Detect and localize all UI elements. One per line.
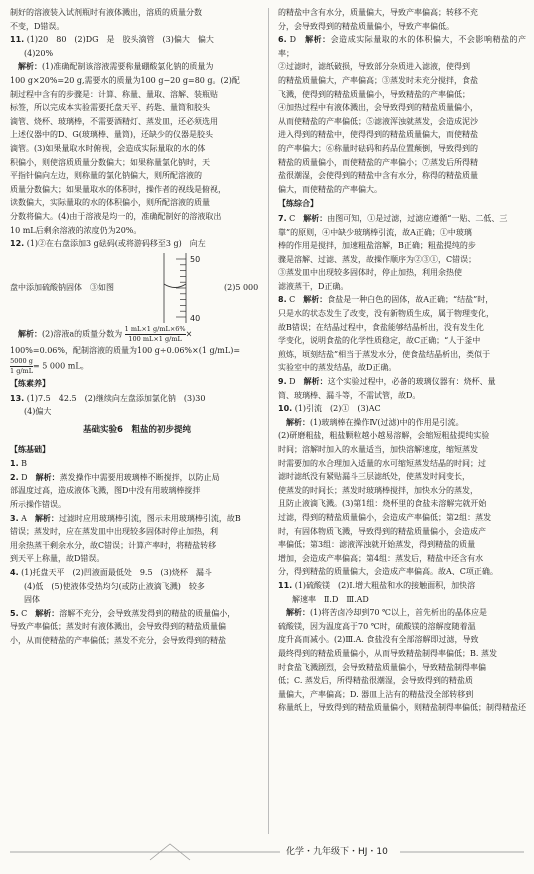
explanation-label: 解析： [35,608,60,618]
explanation-text: 这个实验过程中，必备的玻璃仪器有：烧杯、量 [327,377,496,387]
explanation-line: (2)研磨粗盐，粗盐颗粒越小越易溶解，会缩短粗盐提纯实验 [278,431,490,441]
question-1-answer [10,457,264,471]
question-number: 4. [10,568,19,577]
explanation-line: 10 mL后剩余溶液的浓度仍为20%。 [10,225,142,235]
column-divider [268,8,269,834]
explanation-line [10,60,264,74]
question-11-right-answer [278,579,526,593]
cylinder-ticks [176,259,186,317]
explanation-line: 盐很潮湿，会使得到的精盐中含有水分，称得的精盐质量 [278,171,478,181]
explanation-line: 度升高而减小。(2)Ⅲ.A. 食盐没有全部溶解即过滤，导致 [278,635,479,645]
explanation-line: 滴管、烧杯、玻璃棒，不需要酒精灯、蒸发皿，还必须选用 [10,116,218,126]
section-heading: 【练基础】 [10,444,50,454]
explanation-line [10,325,264,344]
explanation-label: 解析： [286,608,310,618]
question-7-answer [278,212,526,226]
explanation-line: 筒、玻璃棒、漏斗等，不需试管，故D。 [278,390,421,400]
question-number: 13. [10,393,25,403]
explanation-line: 上述仪器中的D、G(玻璃棒、量筒)，还缺少的仪器是胶头 [10,130,214,140]
explanation-line: 100 g×20%=20 g,需要水的质量为100 g−20 g=80 g。(2)配 [10,75,240,85]
answer-text: 固体 [24,595,40,605]
question-number: 3. [10,513,19,523]
explanation-line: 硫酸镁，因为温度高于70 ℃时，硫酸镁的溶解度随着温 [278,621,476,631]
left-column [10,6,264,648]
liquid-meniscus [164,284,186,288]
answer-text: C [289,213,296,223]
fraction [10,357,33,376]
explanation-label: 解析： [286,417,310,427]
question-number: 12. [10,239,25,249]
explanation-label: 解析： [18,62,42,72]
text-line: 的精盐中含有水分，质量偏大，导致产率偏高；转移不充 [278,8,478,17]
explanation-line: 煎炼，顷刻结盐”相当于蒸发水分，使食盐结晶析出，类似于 [278,349,491,359]
answer-text: D [21,472,28,482]
question-8-answer [278,293,526,307]
explanation-line: 小，从而使精盐的产率偏低；蒸发不充分，会导致得到的精盐 [10,635,226,645]
explanation-line: 质量分数偏大；如果量取水的体积时，操作者的视线是俯视， [10,184,226,194]
explanation-line: 进入得到的精盐中，使得得到的精盐质量偏大，而使精盐 [278,130,478,140]
explanation-line: 飞溅，使得到的精盐质量偏小，导致精盐的产率偏低； [278,89,470,99]
explanation-line: 部温度过高，造成液体飞溅，图D中没有用玻璃棒搅拌 [10,486,201,496]
cylinder-figure-row [10,251,264,325]
answer-text: D [289,35,297,45]
explanation-line: 只是水的状态发生了改变，没有新物质生成，属于物理变化， [278,309,494,319]
text-line: 不变，D错误。 [10,21,65,31]
text-line: 分，会导致得到的精盐质量偏小，导致产率偏低。 [278,21,454,31]
explanation-text: 溶解不充分，会导致蒸发得到的精盐的质量偏小， [59,608,236,618]
question-5-answer [10,607,264,621]
explanation-line: 的精盐质量偏大，产率偏高；③蒸发时未充分搅拌，食盐 [278,75,478,85]
answer-text: D [289,377,296,387]
question-10-answer [278,402,526,416]
text-line: 制好的溶液装入试剂瓶时有液体溅出，溶质的质量分数 [10,8,202,17]
explanation-line: 分数将偏大。(4)由于溶液是均一的，准确配制好的溶液取出 [10,211,222,221]
explanation-line: ③蒸发皿中出现较多固体时，停止加热，利用余热使 [278,268,462,278]
explanation-line: 用余热蒸干剩余水分，故C错误；计算产率时，将精盐转移 [10,540,217,550]
answer-text: 盘中添加硫酸钠固体 ③如图 [10,282,114,292]
question-number: 8. [278,295,287,305]
explanation-line: 低；C. 蒸发后，所得精盐很潮湿，会导致得到的精盐质 [278,676,473,686]
question-number: 1. [10,459,19,469]
explanation-line: 平指针偏向左边，则称量的氯化钠偏大，则所配溶液的 [10,171,202,181]
explanation-line: 所示操作错误。 [10,500,66,510]
answer-text: (1)7.5 42.5 (2)继续向左盘添加氯化钠 (3)30 [26,393,206,403]
explanation-line [278,416,526,430]
explanation-line: 靠”的原则，④中缺少玻璃棒引流，故A正确；①中玻璃 [278,227,472,237]
question-number: 10. [278,404,293,414]
explanation-line: 滤液蒸干，D正确。 [278,281,349,291]
explanation-text: = 5 000 mL。 [33,361,89,371]
explanation-line: 读数偏大，实际量取的水的体积偏小，则所配溶液的质量 [10,198,210,208]
question-number: 6. [278,35,287,45]
answer-text: B [21,459,28,469]
explanation-line: 且防止液滴飞溅。(3)第1组：烧杯里的食盐未溶解完就开始 [278,499,487,509]
fraction-numerator: 5000 g [10,357,33,366]
answer-text: C [21,608,28,618]
explanation-line [10,357,264,376]
question-13-answer [10,392,264,406]
explanation-line: 增加，会造成产率偏高；第4组：蒸发后，精盐中还含有水 [278,553,484,563]
explanation-text: (1)准确配制该溶液需要称量硼酸氯化钠的质量为 [42,62,214,72]
answer-text: A [21,513,27,523]
answer-text: (4)偏大 [24,407,52,417]
explanation-label: 解析： [305,35,331,45]
page-footer-label: 化学・九年级下・HJ・10 [286,847,388,857]
explanation-line: 称量纸上，导致得到的精盐质量偏小，则精盐制得率偏低；制得精盐还 [278,703,526,713]
explanation-text: × [185,329,193,339]
fraction [125,325,186,344]
explanation-label: 解析： [303,377,328,387]
explanation-text: 食盐是一种白色的固体，故A正确；“结盐”时， [327,295,494,305]
explanation-line: 故B错误；在结晶过程中，食盐能够结晶析出，没有发生化 [278,322,484,332]
explanation-line: 滤时滤纸没有紧贴漏斗三层滤纸处，使蒸发时间变长， [278,472,470,482]
fraction-numerator: 1 mL×1 g/mL×6% [124,324,186,333]
explanation-line: 从而使精盐的产率偏低；⑤滤液浑浊就蒸发，会造成泥沙 [278,116,478,126]
explanation-line: 积偏小，则使溶质质量分数偏大；如果称量氯化钠时，天 [10,157,210,167]
question-number: 11. [278,580,293,590]
explanation-line: 率偏低；第3组：滤液浑浊就开始蒸发，得到精盐的质量 [278,540,476,550]
cylinder-bottom-mark: 40 [190,313,201,323]
explanation-line: 棒的作用是搅拌，加速粗盐溶解，B正确；粗盐提纯的步 [278,241,476,251]
explanation-label: 解析： [303,213,328,223]
explanation-line: 学变化，说明食盐的化学性质稳定，故C正确；“人于釜中 [278,336,481,346]
explanation-line: 时需要加的水合理加入适量的水可缩短蒸发结晶的时间；过 [278,458,486,468]
explanation-line: 错误；蒸发时，应在蒸发皿中出现较多固体时停止加热，利 [10,527,218,537]
explanation-line: 过滤，得到的精盐质量偏小，会造成产率偏低；第2组：蒸发 [278,512,492,522]
explanation-line: 滴管。(3)如果量取水时俯视，会造成实际量取的水的体 [10,143,206,153]
answer-text: (2)5 000 [224,282,259,292]
question-3-answer [10,512,264,526]
question-6-answer [278,33,526,60]
explanation-line: 时食盐飞溅剧烈，会导致精盐质量偏小，导致精盐制得率偏 [278,662,486,672]
explanation-label: 解析： [34,513,59,523]
explanation-text: (1)将苦卤冷却到70 ℃以上，首先析出的晶体应是 [310,608,488,618]
explanation-line: 最终得到的精盐质量偏小，从而导致精盐制得率偏低；B. 蒸发 [278,648,497,658]
explanation-label: 解析： [303,295,328,305]
question-number: 7. [278,213,287,223]
explanation-line: 导致产率偏低；蒸发时有液体溅出，会导致得到的精盐质量偏 [10,622,226,632]
experiment-title: 基础实验6 粗盐的初步提纯 [83,425,191,436]
question-11-answer [10,33,264,47]
explanation-line: 实验室中的蒸发结晶，故D正确。 [278,363,397,373]
explanation-line: 骤是溶解、过滤、蒸发，故操作顺序为②③①，C错误； [278,254,477,264]
explanation-line: 精盐的质量偏小，而使精盐的产率偏小；⑦蒸发后所得精 [278,157,478,167]
explanation-label: 解析： [35,472,60,482]
answer-text: (1)托盘天平 (2)凹液面最低处 9.5 (3)烧杯 漏斗 [21,568,212,577]
answer-text: (4)低 (5)使液体受热均匀(或防止液滴飞溅) 较多 [24,581,205,591]
answer-text: (1)②在右盘添加3 g砝码(或将游码移至3 g) 向左 [26,239,206,249]
answer-text: (1)引流 (2)① (3)AC [294,404,381,414]
question-number: 2. [10,472,19,482]
explanation-line: ②过滤时，滤纸破损，导致部分杂质进入滤液，使得到 [278,62,470,72]
graduated-cylinder-figure [160,251,220,325]
explanation-line: 时间；溶解时加入的水量适当，加快溶解速度，缩短蒸发 [278,445,478,454]
answer-text: (4)20% [24,48,54,58]
question-number: 11. [10,35,25,45]
question-9-answer [278,375,526,389]
right-column [278,6,526,715]
question-2-answer [10,471,264,485]
explanation-text: 蒸发操作中需要用玻璃棒不断搅拌，以防止局 [59,472,220,482]
explanation-line: 时，有固体物质飞溅，导致得到的精盐质量偏小，会造成产 [278,526,486,536]
answer-text: 解速率 Ⅱ.D Ⅲ.AD [292,594,369,604]
explanation-text: 过滤时应用玻璃棒引流，图示未用玻璃棒引流，故B [58,513,241,523]
explanation-line: 标签，所以完成本实验需要托盘天平、药匙、量筒和胶头 [10,103,210,113]
explanation-line: 100%=0.06%，配制溶液的质量为100 g÷0.06%×(1 g/mL)= [10,345,241,355]
fraction-denominator: 100 mL×1 g/mL [128,334,182,343]
explanation-line: ④加热过程中有液体溅出，会导致得到的精盐质量偏小， [278,103,478,113]
fraction-denominator: 1 g/mL [10,367,34,376]
explanation-text: (1)玻璃棒在操作Ⅳ(过滤)中的作用是引流。 [310,417,464,427]
explanation-label: 解析： [18,329,42,339]
explanation-line: 制过程中含有的步骤是：计算、称量、量取、溶解、装瓶贴 [10,89,218,99]
explanation-line [278,606,526,620]
question-12-answer [10,237,264,251]
question-number: 9. [278,377,287,387]
answer-text: (1)硫酸镁 (2)Ⅰ.增大粗盐和水的接触面积，加快溶 [294,580,476,590]
section-heading: 【练综合】 [278,199,318,209]
answer-text: C [289,295,296,305]
answer-text: (1)20 80 (2)DG 是 胶头滴管 (3)偏大 偏大 [26,35,214,45]
cylinder-top-mark: 50 [190,254,201,264]
question-number: 5. [10,608,19,618]
explanation-line: 分，得到精盐的质量偏大，会造成产率偏高。故A、C项正确。 [278,567,498,577]
explanation-line: 到天平上称量，故D错误。 [10,554,105,564]
explanation-text: (2)溶液a的质量分数为 [42,329,123,339]
section-heading: 【练素养】 [10,379,50,389]
footer-band [0,834,534,874]
question-4-answer [10,566,264,580]
explanation-line: 使蒸发的时间长；蒸发时玻璃棒搅拌，加快水分的蒸发， [278,485,478,495]
explanation-text: 由图可知，①是过滤，过滤应遵循“一贴、二低、三 [327,213,508,223]
explanation-line: 偏大，而使精盐的产率偏大。 [278,184,382,194]
explanation-line: 的产率偏大；⑥称量时砝码和药品位置颠倒，导致得到的 [278,143,478,153]
explanation-text: 会造成实际量取的水的体积偏大，不会影响精盐的产率； [278,35,527,58]
explanation-line: 量偏大，产率偏高；D. 器皿上沾有的精盐没全部转移到 [278,689,474,699]
